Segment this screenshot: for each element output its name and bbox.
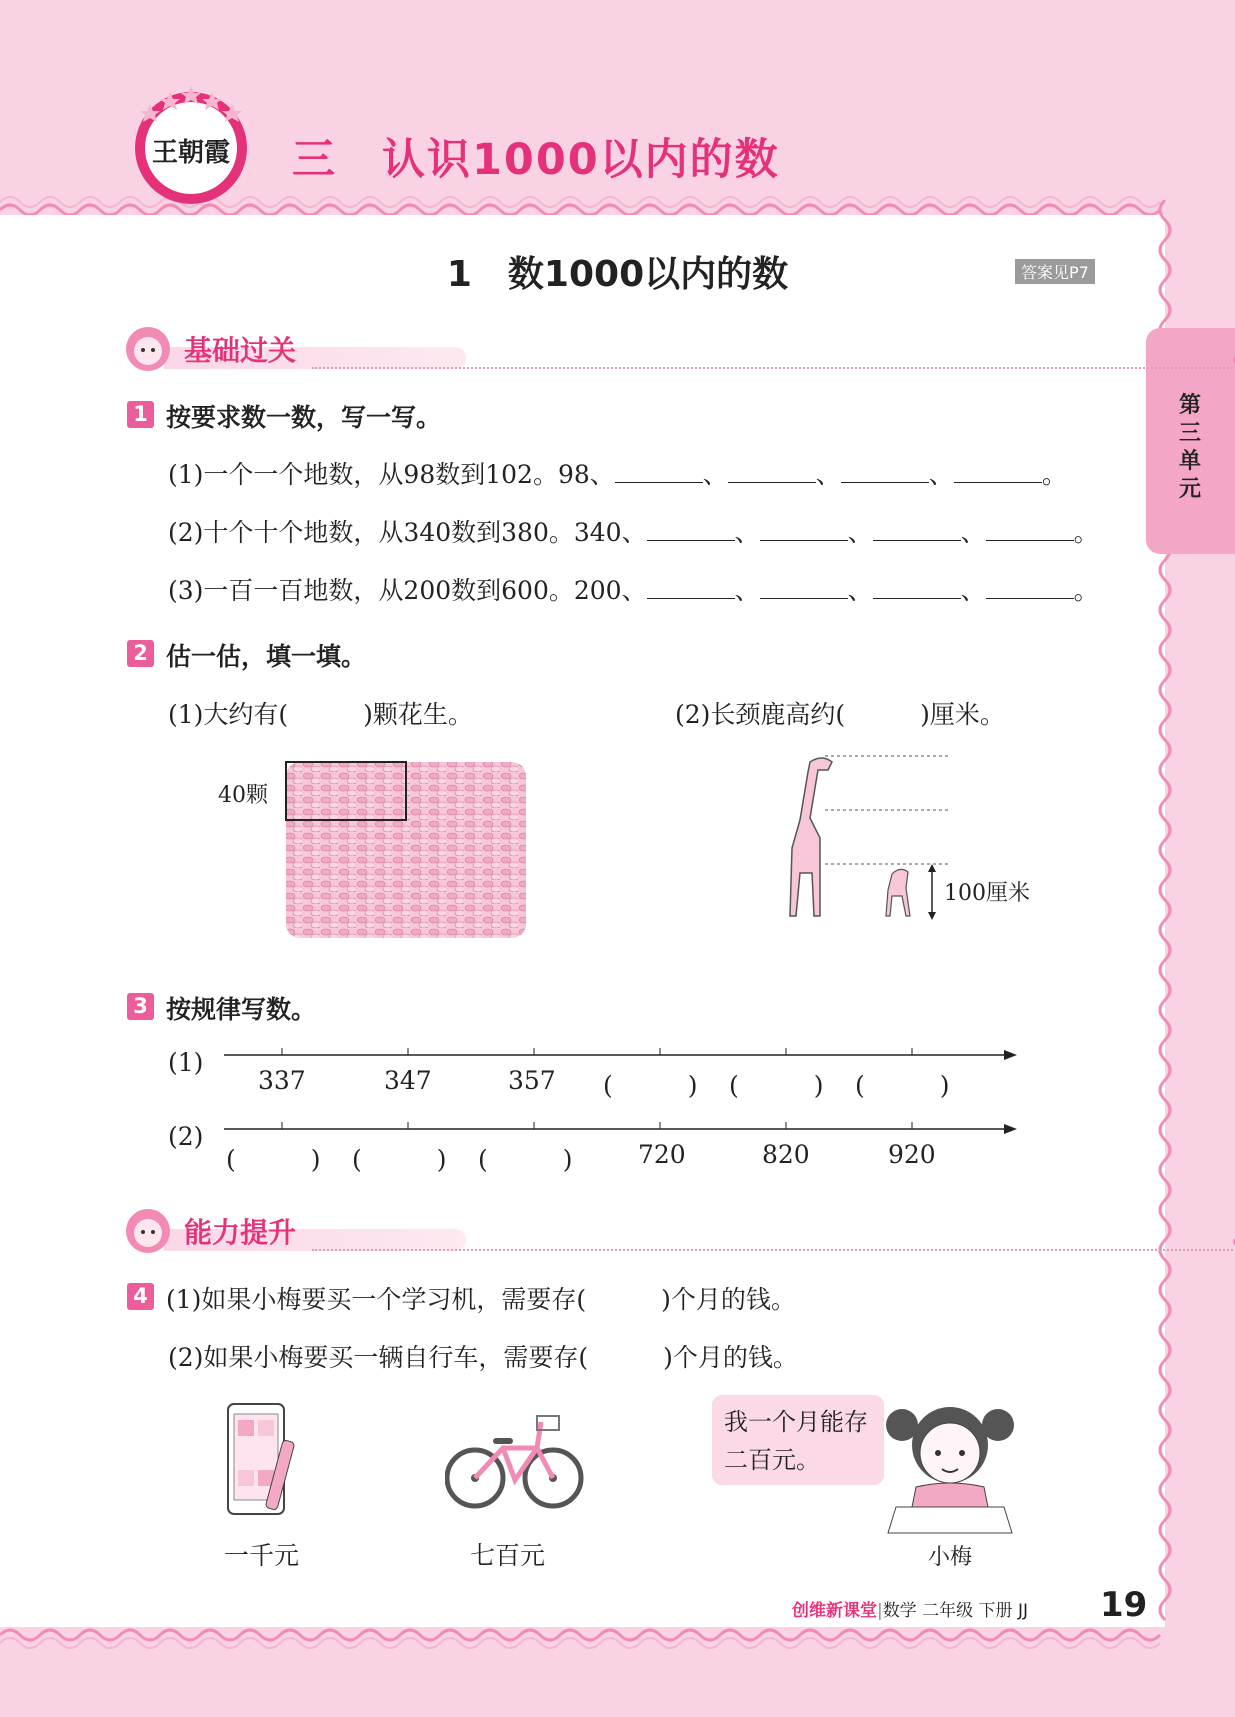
answer-blank[interactable]: ( ) <box>603 1071 698 1100</box>
deer-height-label: 100厘米 <box>944 881 1030 906</box>
q1-item-1: (1)一个一个地数，从98数到102。98、 、 、 、 。 <box>168 460 1067 489</box>
page-number: 19 <box>1100 1585 1148 1625</box>
q1-item-2: (2)十个十个地数，从340数到380。340、 、 、 、 。 <box>168 518 1099 547</box>
girl-xiaomei-image <box>880 1395 1020 1535</box>
section-title-basic: 基础过关 <box>184 334 297 367</box>
answer-blank[interactable]: ( ) <box>855 1071 950 1100</box>
number-line-value: 337 <box>258 1066 306 1095</box>
answer-blank[interactable] <box>986 576 1074 599</box>
logo-text: 王朝霞 <box>151 138 230 168</box>
q2-part-2: (2)长颈鹿高约( )厘米。 <box>675 700 1005 729</box>
bike-price: 七百元 <box>470 1541 546 1570</box>
footer-info: 创维新课堂|数学 二年级 下册 JJ <box>792 1601 1028 1621</box>
number-line-value: 357 <box>508 1066 556 1095</box>
answer-blank[interactable] <box>647 576 735 599</box>
answer-blank[interactable] <box>841 460 929 483</box>
unit-title: 三 认识1000以内的数 <box>292 135 780 185</box>
number-line-value: 920 <box>888 1140 936 1169</box>
answer-blank[interactable] <box>986 518 1074 541</box>
question-prompt: 按规律写数。 <box>166 995 317 1024</box>
answer-blank[interactable] <box>873 576 961 599</box>
peanut-count-label: 40颗 <box>218 783 268 808</box>
answer-reference-tag: 答案见P7 <box>1015 259 1095 284</box>
question-number: 1 <box>127 401 154 428</box>
section-header-basic <box>122 325 1232 373</box>
tablet-learning-device-image <box>222 1400 312 1520</box>
answer-blank[interactable] <box>954 460 1042 483</box>
q2-part-1: (1)大约有( )颗花生。 <box>168 700 473 729</box>
footer-brand: 创维新课堂 <box>792 1601 877 1621</box>
answer-blank[interactable] <box>760 576 848 599</box>
number-line-label: (2) <box>168 1122 204 1151</box>
bicycle-image <box>445 1408 585 1518</box>
number-line-value: 720 <box>638 1140 686 1169</box>
bottom-wave-border <box>0 1625 1235 1655</box>
footer-subject: 数学 <box>882 1601 917 1621</box>
q4-part-1: (1)如果小梅要买一个学习机，需要存( )个月的钱。 <box>166 1285 796 1314</box>
answer-blank[interactable] <box>873 518 961 541</box>
lesson-title: 1 数1000以内的数 <box>446 254 789 295</box>
answer-blank[interactable] <box>615 460 703 483</box>
side-tab-label: 第三单元 <box>1178 393 1201 502</box>
boy-avatar-icon <box>122 1207 174 1255</box>
footer-volume: 下册 <box>978 1601 1013 1621</box>
q4-part-2: (2)如果小梅要买一辆自行车，需要存( )个月的钱。 <box>168 1343 798 1372</box>
answer-blank[interactable]: ( ) <box>729 1071 824 1100</box>
question-number: 2 <box>127 640 154 667</box>
answer-blank[interactable] <box>728 460 816 483</box>
answer-blank[interactable] <box>647 518 735 541</box>
girl-avatar-icon <box>122 325 174 373</box>
section-title-ability: 能力提升 <box>184 1216 297 1249</box>
peanut-pile-image <box>284 760 529 940</box>
brand-logo <box>130 82 252 210</box>
q1-item-3: (3)一百一百地数，从200数到600。200、 、 、 、 。 <box>168 576 1099 605</box>
question-number: 3 <box>127 993 154 1020</box>
question-prompt: 估一估，填一填。 <box>166 642 367 671</box>
section-header-ability <box>122 1207 1232 1255</box>
answer-blank[interactable] <box>760 518 848 541</box>
footer-grade: 二年级 <box>922 1601 974 1621</box>
question-number: 4 <box>127 1283 154 1310</box>
girl-name-label: 小梅 <box>928 1545 973 1570</box>
number-line-value: 347 <box>384 1066 432 1095</box>
answer-blank[interactable]: ( ) <box>226 1145 321 1174</box>
speech-bubble: 我一个月能存二百元。 <box>712 1395 884 1485</box>
number-line-label: (1) <box>168 1048 204 1077</box>
answer-blank[interactable]: ( ) <box>352 1145 447 1174</box>
tablet-price: 一千元 <box>224 1541 300 1570</box>
footer-edition: JJ <box>1017 1601 1028 1621</box>
answer-blank[interactable]: ( ) <box>478 1145 573 1174</box>
question-prompt: 按要求数一数，写一写。 <box>166 403 442 432</box>
number-line-value: 820 <box>762 1140 810 1169</box>
